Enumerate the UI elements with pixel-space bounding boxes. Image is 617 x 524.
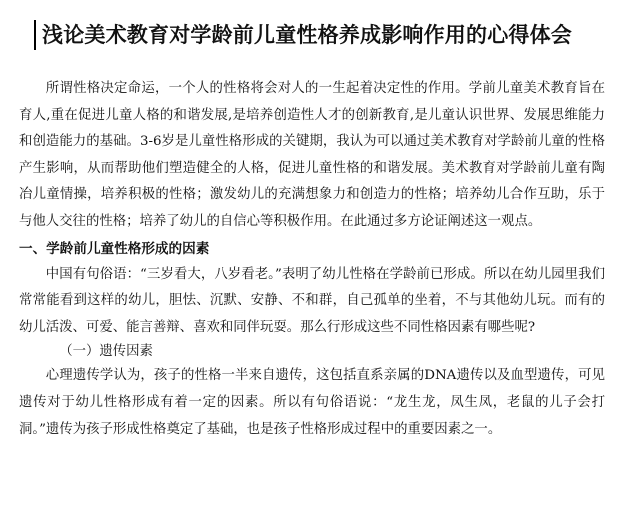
section-heading: 一、学龄前儿童性格形成的因素 bbox=[19, 240, 210, 257]
title-area bbox=[34, 18, 594, 54]
document-title: 浅论美术教育对学龄前儿童性格养成影响作用的心得体会 bbox=[42, 22, 572, 47]
intro-paragraph: 所谓性格决定命运，一个人的性格将会对人的一生起着决定性的作用。学前儿童美术教育旨在育人,重在促进儿童人格的和谐发展,是培养创造性人才的创新教育,是儿童认识世界、发展思维能力和创造能力的基础。3-6岁是儿童性格形成的关键期，我认为可以通过美术教育对学龄前儿童的性格产生影响，从而帮助他们塑造健全的人格，促进儿童性格的和谐发展。美术教育对学龄前儿童有陶冶儿童情操，培养积极的性格；激发幼儿的充满想象力和创造力的性格；培养幼儿合作互助，乐于与他人交往的性格；培养了幼儿的自信心等积极作用。在此通过多方论证阐述这一观点。 bbox=[19, 81, 605, 229]
subsection-heading: （一）遗传因素 bbox=[59, 344, 153, 360]
document-body bbox=[19, 76, 605, 443]
subsection-paragraph: 心理遗传学认为，孩子的性格一半来自遗传，这包括直系亲属的DNA遗传以及血型遗传，可见遗传对于幼儿性格形成有着一定的因素。所以有句俗语说：“龙生龙，凤生凤，老鼠的儿子会打洞。”遗传为孩子形成性格奠定了基础，也是孩子性格形成过程中的重要因素之一。 bbox=[19, 368, 605, 437]
text-cursor bbox=[34, 20, 36, 50]
section-paragraph: 中国有句俗语：“三岁看大，八岁看老。”表明了幼儿性格在学龄前已形成。所以在幼儿园里我们常常能看到这样的幼儿，胆怯、沉默、安静、不和群，自己孤单的坐着，不与其他幼儿玩。而有的幼儿活泼、可爱、能言善辩、喜欢和同伴玩耍。那么行形成这些不同性格因素有哪些呢? bbox=[19, 266, 605, 335]
